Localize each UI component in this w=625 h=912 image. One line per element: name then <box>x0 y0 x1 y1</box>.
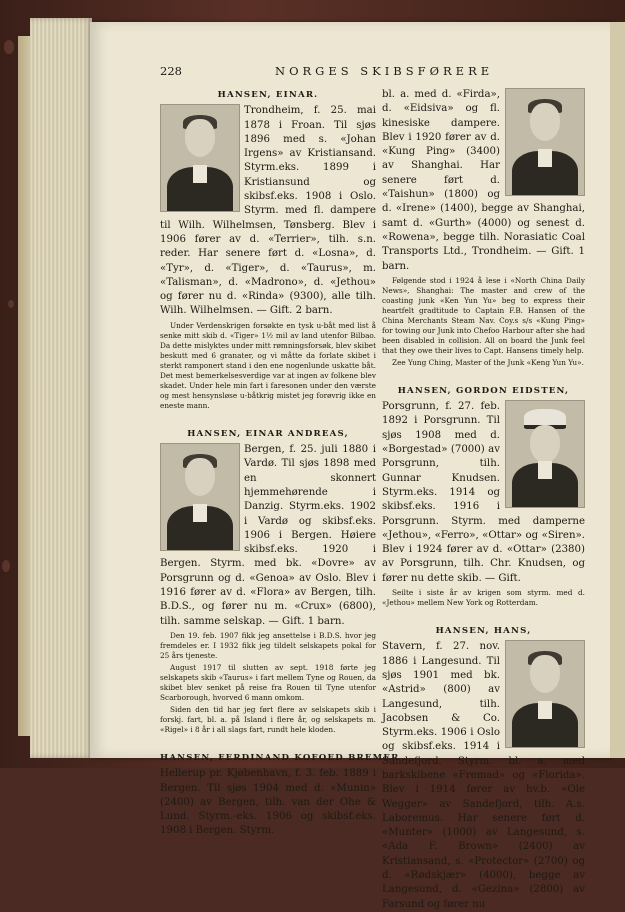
entry-heading: HANSEN, HANS, <box>435 626 532 637</box>
page-header <box>160 64 600 80</box>
entry-body: bl. a. med d. «Firda», d. «Eidsiva» og fl. kinesiske dampere. Blev i 1920 fører av d. «Kung Ping» (3400) av Shanghai. Har senere ført d. «Taishun» (1800) og d. «Irene» (1400), begge av Shanghai, samt d. «Gurth» (4000) og senest d. «Rowena», begge tilh. Norasiatic Coal Transports Ltd., Trondheim. — Gift. 1 barn. <box>382 89 585 272</box>
page-right-edge <box>610 22 625 758</box>
entry-body: Porsgrunn, f. 27. feb. 1892 i Porsgrunn. Til sjøs 1908 med d. «Borgestad» (7000) av Porsgrunn, tilh. Gunnar Knudsen. Styrm.eks. 1914 og skibsf.eks. 1916 i Porsgrunn. Styrm. med damperne «Jethou», «Ferro», «Ottar» og «Siren». Blev i 1924 fører av d. «Ottar» (2380) av Porsgrunn, tilh. Chr. Knudsen, og fører nu dette skib. — Gift. <box>382 401 585 584</box>
page-number: 228 <box>160 64 182 78</box>
entry-hansen-einar <box>160 88 376 411</box>
entry-hansen-einar-andreas <box>160 427 376 735</box>
portrait-photo <box>160 443 240 551</box>
entry-note: Under Verdenskrigen forsøkte en tysk u-båt med list å senke mitt skib d. «Tiger» 1½ mil av land utenfor Bilbao. Da dette mislyktes under mitt rømningsforsøk, blev skibet beskutt med 6 granater, og vi måtte da forlate skibet i sterkt ramponert stand i den ene nogenlunde uskatte båt. Det mest bemerkelsesverdige var at ingen av folkene blev skadet. Under hele min fart i faresonen under den værste og mest hensynsløse u-båtkrig mistet jeg forøvrig ikke en eneste mann. <box>160 320 376 410</box>
entry-heading: HANSEN, FERDINAND KOFOED BREMER <box>160 752 400 763</box>
entry-heading: HANSEN, EINAR ANDREAS, <box>187 428 349 439</box>
left-column <box>160 88 400 839</box>
entry-hansen-ferdinand-cont <box>382 88 585 368</box>
entry-note: August 1917 til slutten av sept. 1918 førte jeg selskapets skib «Taurus» i fart mellem Tyne og Rouen, da skibet blev senket på reise fra Rouen til Tyne utenfor Scarborough, hvorved 6 mann omkom. <box>160 662 376 702</box>
entry-hansen-gordon-eidsten <box>382 384 585 608</box>
portrait-photo <box>505 88 585 196</box>
entry-heading: HANSEN, EINAR. <box>217 90 319 100</box>
entry-body: Bergen, f. 25. juli 1880 i Vardø. Til sjøs 1898 med en skonnert hjemmehørende i Danzig. Styrm.eks. 1902 i Vardø og skibsf.eks. 1906 i Bergen. Høiere skibsf.eks. 1920 i Bergen. Styrm. med bk. «Dovre» av Porsgrunn og d. «Genoa» av Oslo. Blev i 1916 fører av d. «Flora» av Bergen, tilh. B.D.S., og fører nu m. «Crux» (6800), tilh. samme selskap. — Gift. 1 barn. <box>160 444 376 627</box>
entry-note: Siden den tid har jeg ført flere av selskapets skib i forskj. fart, bl. a. på Island i flere år, og selskapets m. «Rigel» i 8 år i all slags fart, rundt hele kloden. <box>160 704 376 734</box>
entry-note: Seilte i siste år av krigen som styrm. med d. «Jethou» mellem New York og Rotterdam. <box>382 588 585 608</box>
entry-heading: HANSEN, GORDON EIDSTEN, <box>397 385 570 396</box>
entry-note-signature: Zee Yung Ching, Master of the Junk «Keng Yun Yu». <box>392 357 584 367</box>
portrait-photo <box>160 104 240 212</box>
entry-body: Stavern, f. 27. nov. 1886 i Langesund. Til sjøs 1901 med bk. «Astrid» (800) av Langesund, tilh. Jacobsen & Co. Styrm.eks. 1906 i Oslo og skibsf.eks. 1914 i Sandefjord. Styrm. bl. a. med barkskibene «Fremad» og «Florida». Blev i 1914 fører av hv.b. «Ole Wegger» av Sandefjord, tilh. A.s. Laboremus. Har senere ført d. «Munter» (1000) av Langesund, s. «Ada F. Brown» (2400) av Kristiansand, s. «Protector» (2700) og d. «Rødskjær» (4000), begge av Langesund, d. «Gezina» (2800) av Farsund og fører nu <box>382 641 585 910</box>
portrait-photo <box>505 640 585 748</box>
portrait-photo <box>505 400 585 508</box>
entry-hansen-ferdinand <box>160 751 400 839</box>
page-stack <box>30 18 92 758</box>
entry-note: Den 19. feb. 1907 fikk jeg ansettelse i B.D.S. hvor jeg fremdeles er. I 1932 fikk jeg tildelt selskapets pokal for 25 års tjeneste. <box>160 630 376 660</box>
entry-body: Hellerup pr. Kjøbenhavn, f. 3. feb. 1889 i Bergen. Til sjøs 1904 med d. «Munin» (2400) av Bergen, tilh. van der Ohe & Lund. Styrm.-eks. 1906 og skibsf.eks. 1908 i Bergen. Styrm. <box>160 768 376 837</box>
right-column <box>382 88 585 912</box>
entry-body: Trondheim, f. 25. mai 1878 i Froan. Til sjøs 1896 med s. «Johan Irgens» av Kristiansand. Styrm.eks. 1899 i Kristiansund og skibsf.eks. 1908 i Oslo. Styrm. med fl. dampere til Wilh. Wilhelmsen, Tønsberg. Blev i 1906 fører av d. «Terrier», tilh. s.n. reder. Har senere ført d. «Losna», d. «Tyr», d. «Tiger», d. «Taurus», m. «Talisman», d. «Madrono», d. «Jethou» og fører nu d. «Rinda» (9300), alle tilh. Wilh. Wilhelmsen. — Gift. 2 barn. <box>160 105 376 317</box>
running-title: NORGES SKIBSFØRERE <box>275 64 494 78</box>
entry-note: Følgende stod i 1924 å lese i «North China Daily News», Shanghai: The master and crew of the coasting junk «Ken Yun Yu» beg to express their heartfelt gradtitude to Captain F.B. Hansen of the China Merchants Steam Nav. Coy.s s/s «Kung Ping» for towing our Junk into Chefoo Harbour after she had been disabled in collision. All on board the Junk feel that they owe their lives to Capt. Hansens timely help. <box>382 275 585 355</box>
